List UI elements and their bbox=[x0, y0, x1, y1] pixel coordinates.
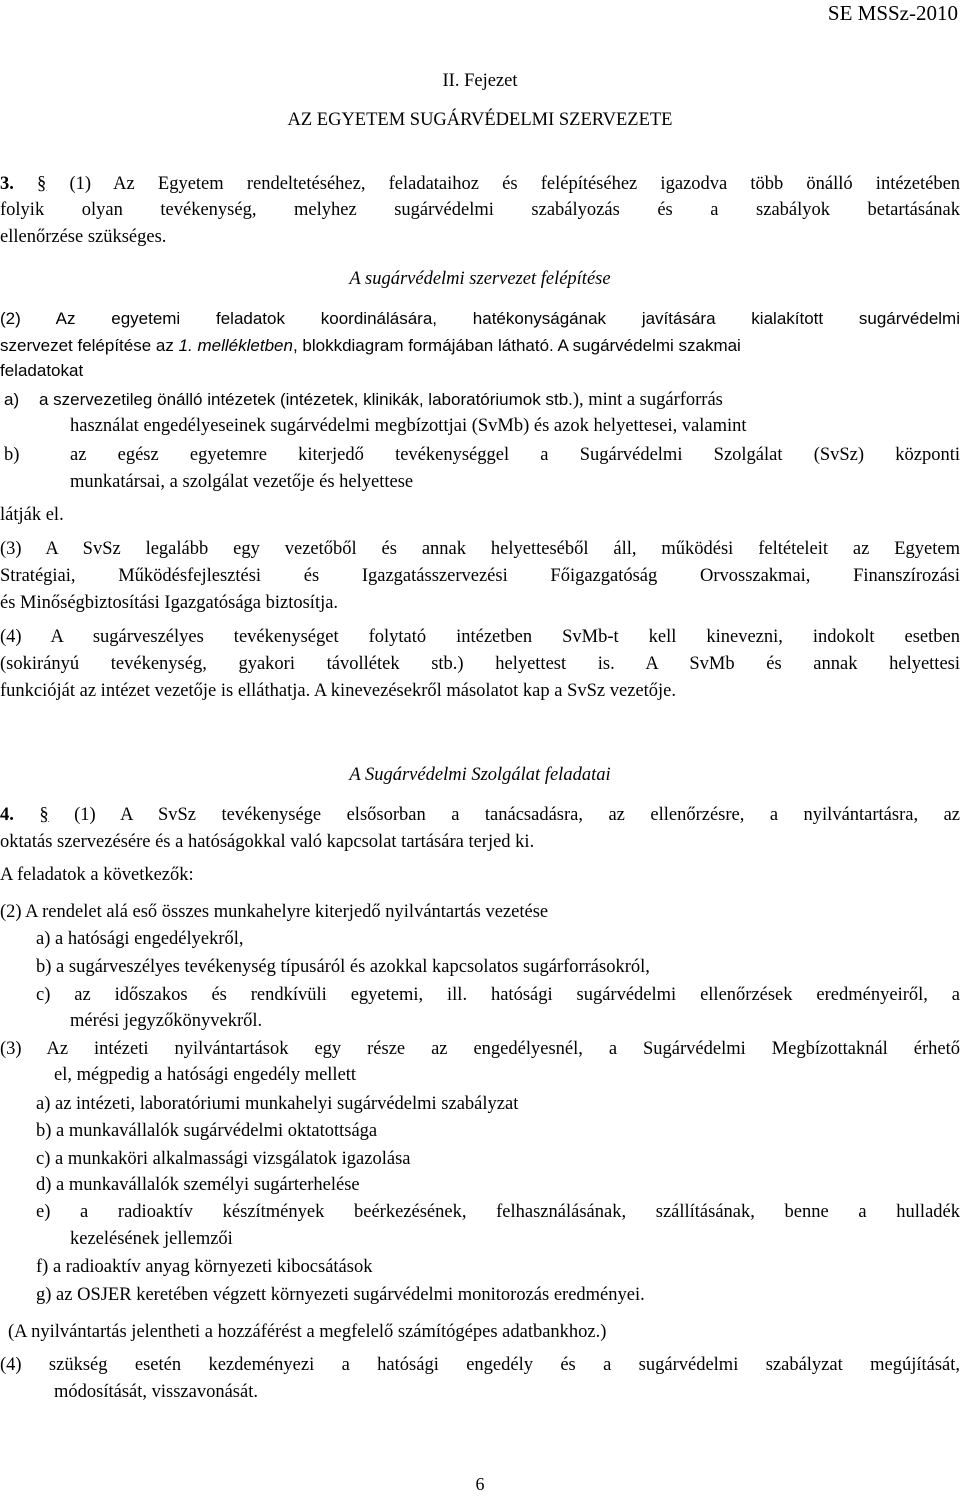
annex-reference: 1. mellékletben bbox=[178, 336, 293, 355]
s4-item3-line2: el, mégpedig a hatósági engedély mellett bbox=[54, 1065, 357, 1085]
s4-subtitle: A Sugárvédelmi Szolgálat feladatai bbox=[349, 765, 611, 785]
s3-p4-line3: funkcióját az intézet vezetője is elláthatja. A kinevezésekről másolatot kap a SvSz vezetője. bbox=[0, 681, 677, 701]
s4-note: (A nyilvántartás jelentheti a hozzáférést a megfelelő számítógépes adatbankhoz.) bbox=[8, 1322, 607, 1342]
s4-p1-text1: (1) A SvSz tevékenysége elsősorban a tanácsadásra, az ellenőrzésre, a nyilvántartásra, az bbox=[74, 805, 960, 825]
chapter-number: II. Fejezet bbox=[442, 71, 518, 91]
s4-item2: (2) A rendelet alá eső összes munkahelyre kiterjedő nyilvántartás vezetése bbox=[0, 902, 549, 922]
s4-item2-c-line1: c) az időszakos és rendkívüli egyetemi, ill. hatósági sugárvédelmi ellenőrzések eredményeiről, a bbox=[36, 985, 960, 1005]
s4-item3-f: f) a radioaktív anyag környezeti kibocsátások bbox=[36, 1257, 373, 1277]
s3-p1-text1: (1) Az Egyetem rendeltetéséhez, feladataihoz és felépítéséhez igazodva több önálló intézetében bbox=[69, 174, 960, 194]
s4-item3-e-line1: e) a radioaktív készítmények beérkezésének, felhasználásának, szállításának, benne a hulladék bbox=[36, 1202, 960, 1222]
s3-p3-line1: (3) A SvSz legalább egy vezetőből és annak helyetteséből áll, működési feltételeit az Egyetem bbox=[0, 539, 960, 559]
s3-item-a-text2: ), mint a sugárforrás bbox=[572, 390, 723, 410]
page-number: 6 bbox=[475, 1474, 485, 1494]
s3-p2-line1: (2) Az egyetemi feladatok koordinálására, hatékonyságának javítására kialakított sugárvédelmi bbox=[0, 309, 960, 328]
s3-p1-line1 bbox=[0, 171, 960, 197]
s4-item3-c: c) a munkaköri alkalmassági vizsgálatok igazolása bbox=[36, 1149, 411, 1169]
s4-item2-c-line2: mérési jegyzőkönyvekről. bbox=[70, 1011, 263, 1031]
s3-p2-line2 bbox=[0, 333, 741, 359]
s3-p4-line1: (4) A sugárveszélyes tevékenységet folytató intézetben SvMb-t kell kinevezni, indokolt esetben bbox=[0, 627, 960, 647]
s3-p1-line3: ellenőrzése szükséges. bbox=[0, 227, 167, 247]
s4-item3-a: a) az intézeti, laboratóriumi munkahelyi sugárvédelmi szabályzat bbox=[36, 1094, 519, 1114]
s3-p1-line2: folyik olyan tevékenység, melyhez sugárvédelmi szabályozás és a szabályok betartásának bbox=[0, 200, 960, 220]
s4-item4-line1: (4) szükség esetén kezdeményezi a hatósági engedély és a sugárvédelmi szabályzat megújítását, bbox=[0, 1355, 960, 1375]
s4-item3-g: g) az OSJER keretében végzett környezeti sugárvédelmi monitorozás eredményei. bbox=[36, 1285, 645, 1305]
s3-latjak: látják el. bbox=[0, 505, 64, 525]
s3-p3-line3: és Minőségbiztosítási Igazgatósága biztosítja. bbox=[0, 593, 339, 613]
section-number: 3. bbox=[0, 174, 14, 194]
chapter-title: AZ EGYETEM SUGÁRVÉDELMI SZERVEZETE bbox=[287, 110, 673, 130]
s4-item2-a: a) a hatósági engedélyekről, bbox=[36, 929, 244, 949]
s3-p2-text-d: A sugárvédelmi szakmai bbox=[553, 336, 741, 355]
s4-item3-b: b) a munkavállalók sugárvédelmi oktatottsága bbox=[36, 1121, 378, 1141]
s4-item4-line2: módosítását, visszavonását. bbox=[54, 1382, 258, 1402]
s3-p2-text-c: , blokkdiagram formájában látható. bbox=[292, 336, 554, 355]
s3-p4-line2: (sokirányú tevékenység, gyakori távollétek stb.) helyettest is. A SvMb és annak helyettesi bbox=[0, 654, 960, 674]
s4-item3-line1: (3) Az intézeti nyilvántartások egy része az engedélyesnél, a Sugárvédelmi Megbízottaknál érhető bbox=[0, 1039, 960, 1059]
s4-intro: A feladatok a következők: bbox=[0, 865, 194, 885]
s3-subtitle: A sugárvédelmi szervezet felépítése bbox=[349, 269, 611, 289]
s4-item3-d: d) a munkavállalók személyi sugárterhelése bbox=[36, 1175, 360, 1195]
s3-p2-line3: feladatokat bbox=[0, 361, 84, 380]
s3-item-a-line1 bbox=[39, 387, 723, 413]
s3-item-a-text1: a szervezetileg önálló intézetek (intézetek, klinikák, laboratóriumok stb. bbox=[39, 390, 573, 409]
list-label-a: a) bbox=[4, 390, 20, 409]
s4-p1-line2: oktatás szervezésére és a hatóságokkal való kapcsolat tartására terjed ki. bbox=[0, 832, 535, 852]
s3-item-b-line2: munkatársai, a szolgálat vezetője és helyettese bbox=[70, 472, 414, 492]
document-code: SE MSSz-2010 bbox=[827, 1, 958, 25]
s3-item-b-line1: az egész egyetemre kiterjedő tevékenységgel a Sugárvédelmi Szolgálat (SvSz) központi bbox=[70, 445, 960, 465]
s3-item-a-line2: használat engedélyeseinek sugárvédelmi megbízottjai (SvMb) és azok helyettesei, valamint bbox=[70, 416, 747, 436]
section-number: 4. bbox=[0, 805, 14, 825]
s3-p2-text-a: szervezet felépítése az bbox=[0, 336, 179, 355]
list-label-b: b) bbox=[4, 445, 20, 465]
s4-item3-e-line2: kezelésének jellemzői bbox=[70, 1229, 233, 1249]
section-symbol: § bbox=[39, 805, 49, 825]
s4-item2-b: b) a sugárveszélyes tevékenység típusáról és azokkal kapcsolatos sugárforrásokról, bbox=[36, 957, 650, 977]
section-symbol: § bbox=[37, 174, 47, 194]
s3-p3-line2: Stratégiai, Működésfejlesztési és Igazgatásszervezési Főigazgatóság Orvosszakmai, Finanszírozási bbox=[0, 566, 960, 586]
s4-p1-line1 bbox=[0, 802, 960, 828]
